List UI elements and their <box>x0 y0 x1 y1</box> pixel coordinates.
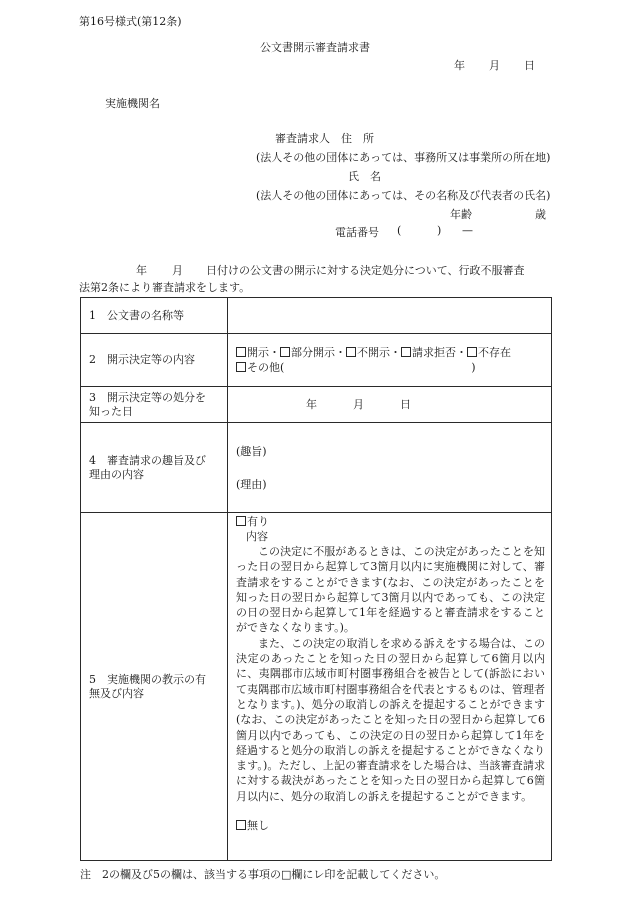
applicant-age-label: 年齢 <box>450 208 472 221</box>
instruction-contents-label: 内容 <box>246 530 268 543</box>
row3-label-line1: 3 開示決定等の処分を <box>89 390 206 404</box>
applicant-name-label: 氏 名 <box>348 170 381 183</box>
instruction-no-label: 無し <box>247 819 269 833</box>
row2-label: 2 開示決定等の内容 <box>81 334 228 387</box>
checkbox-partial-disclosure[interactable] <box>280 347 290 357</box>
applicant-age-unit: 歳 <box>535 208 546 221</box>
option-request-refusal: 請求拒否・ <box>412 346 467 359</box>
intro-line1: 日付けの公文書の開示に対する決定処分について、行政不服審査 <box>206 264 525 277</box>
checkbox-disclosure[interactable] <box>236 347 246 357</box>
row3-label <box>81 387 228 423</box>
footnote: 注 2の欄及び5の欄は、該当する事項の□欄にレ印を記載してください。 <box>80 868 446 881</box>
instruction-cell <box>228 513 552 861</box>
applicant-address-label: 審査請求人 住 所 <box>275 132 374 145</box>
header-date-day: 日 <box>524 59 535 72</box>
row1-label: 1 公文書の名称等 <box>81 298 228 334</box>
checkbox-nonexistent[interactable] <box>467 347 477 357</box>
phone-paren-open: ( <box>397 224 402 237</box>
row3-label-line2: 知った日 <box>89 404 133 418</box>
instruction-yes-line <box>236 514 551 529</box>
option-other: その他( <box>247 361 285 374</box>
option-nonexistent: 不存在 <box>478 346 511 359</box>
checkbox-instruction-yes[interactable] <box>236 516 246 526</box>
document-name-field[interactable] <box>228 298 552 334</box>
header-date-year: 年 <box>454 59 465 72</box>
row-decision-date <box>81 387 552 423</box>
checkbox-other[interactable] <box>236 362 246 372</box>
instruction-paragraph-1: この決定に不服があるときは、この決定があったことを知った日の翌日から起算して3箇月以内に実施機関に対して、審査請求をすることができます(なお、この決定があったことを知った日の翌日から起算して3箇月以内であっても、この決定の日の翌日から起算して1年を経過すると審査請求をすることができなくなります。)。 <box>236 545 545 635</box>
row-instruction <box>81 513 552 861</box>
option-partial-disclosure: 部分開示・ <box>291 346 346 359</box>
row5-label <box>81 513 228 861</box>
phone-dash: — <box>462 224 473 237</box>
form-number: 第16号様式(第12条) <box>79 15 182 28</box>
row5-label-line2: 無及び内容 <box>89 686 144 700</box>
applicant-address-note: (法人その他の団体にあっては、事務所又は事業所の所在地) <box>256 151 551 164</box>
instruction-yes-label: 有り <box>247 515 269 528</box>
decision-content-cell <box>228 334 552 387</box>
decision-date-field[interactable] <box>228 387 552 423</box>
row-document-name <box>81 298 552 334</box>
intro-year: 年 <box>136 264 147 277</box>
intro-month: 月 <box>172 264 183 277</box>
decision-date-month: 月 <box>353 398 364 411</box>
instruction-paragraph-2: また、この決定の取消しを求める訴えをする場合は、この決定のあったことを知った日の翌日から起算して6箇月以内に、夷隅郡市広域市町村圏事務組合を被告として(訴訟において夷隅郡市広域市町村圏事務組合を代表とするものは、管理者となります。)、処分の取消しの訴えを提起することができます(なお、この決定があったことを知った日の翌日から起算して6箇月以内であっても、この決定の日の翌日から起算して1年を経過すると処分の取消しの訴えを提起することができなくなります。)。ただし、上記の審査請求をした場合は、当該審査請求に対する裁決があったことを知った日の翌日から起算して6箇月以内に、処分の取消しの訴えを提起することができます。 <box>236 636 545 803</box>
decision-other-line <box>236 360 551 375</box>
option-non-disclosure: 不開示・ <box>357 346 401 359</box>
option-other-close: ) <box>471 361 476 374</box>
instruction-no-line <box>236 818 551 833</box>
row4-label <box>81 423 228 513</box>
header-date-month: 月 <box>489 59 500 72</box>
checkbox-request-refusal[interactable] <box>401 347 411 357</box>
row4-label-line1: 4 審査請求の趣旨及び <box>89 453 206 467</box>
row4-label-line2: 理由の内容 <box>89 467 144 481</box>
document-title: 公文書開示審査請求書 <box>260 41 370 54</box>
row-request-purpose <box>81 423 552 513</box>
checkbox-instruction-no[interactable] <box>236 820 246 830</box>
request-purpose-field[interactable] <box>228 423 552 513</box>
applicant-phone-label: 電話番号 <box>335 226 379 239</box>
agency-label: 実施機関名 <box>105 97 160 110</box>
row-decision-content <box>81 334 552 387</box>
request-table <box>80 297 552 861</box>
purpose-label: (趣旨) <box>236 444 267 458</box>
option-disclosure: 開示・ <box>247 346 280 359</box>
decision-date-year: 年 <box>306 398 317 411</box>
phone-paren-close: ) <box>437 224 442 237</box>
decision-date-day: 日 <box>400 398 411 411</box>
decision-options-line <box>236 345 551 360</box>
intro-line2: 法第2条により審査請求をします。 <box>79 281 251 294</box>
checkbox-non-disclosure[interactable] <box>346 347 356 357</box>
reason-label: (理由) <box>236 477 267 491</box>
applicant-name-note: (法人その他の団体にあっては、その名称及び代表者の氏名) <box>256 189 551 202</box>
row5-label-line1: 5 実施機関の教示の有 <box>89 672 206 686</box>
